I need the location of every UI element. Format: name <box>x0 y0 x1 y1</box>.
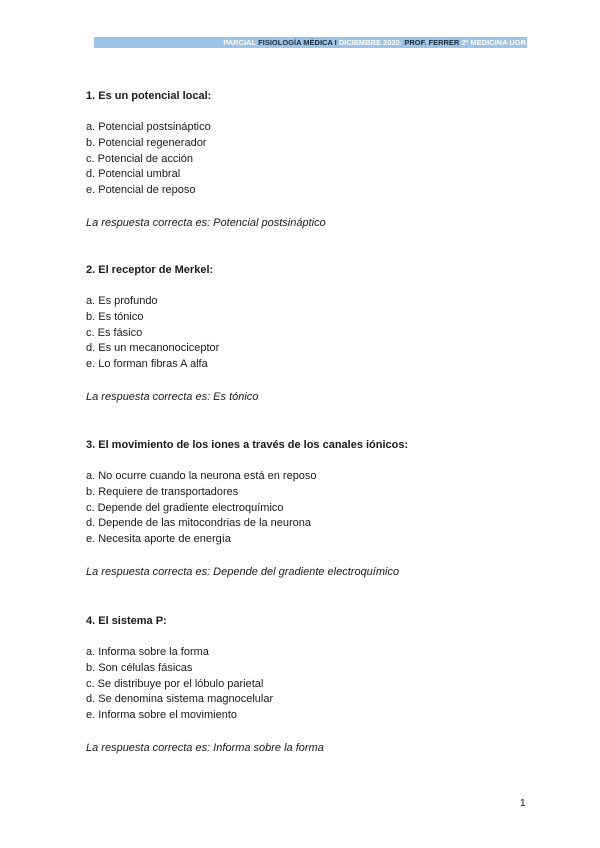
option-a: a. No ocurre cuando la neurona está en reposo <box>86 470 317 482</box>
correct-answer: La respuesta correcta es: Depende del gradiente electroquímico <box>86 565 400 578</box>
option-b: b. Es tónico <box>86 310 144 323</box>
question-1 <box>86 89 526 230</box>
option-b: b. Son células fásicas <box>86 661 193 674</box>
option-d: d. Se denomina sistema magnocelular <box>86 693 274 706</box>
question-title: 4. El sistema P: <box>86 615 167 627</box>
option-d: d. Potencial umbral <box>86 168 181 181</box>
option-d: d. Depende de las mitocondrias de la neurona <box>86 517 312 530</box>
question-3 <box>86 438 526 579</box>
option-e: e. Informa sobre el movimiento <box>86 709 238 722</box>
header-date: DICIEMBRE 2020- <box>338 38 403 47</box>
option-c: c. Potencial de acción <box>86 152 194 165</box>
option-a: a. Es profundo <box>86 295 158 307</box>
correct-answer: La respuesta correcta es: Potencial postsináptico <box>86 216 326 229</box>
option-b: b. Potencial regenerador <box>86 136 207 149</box>
header-subject: FISIOLOGÍA MÉDICA I <box>258 38 337 47</box>
correct-answer: La respuesta correcta es: Informa sobre la forma <box>86 741 324 754</box>
option-b: b. Requiere de transportadores <box>86 485 239 498</box>
option-e: e. Potencial de reposo <box>86 184 196 197</box>
option-c: c. Depende del gradiente electroquímico <box>86 501 284 514</box>
option-e: e. Lo forman fibras A alfa <box>86 358 208 371</box>
option-c: c. Se distribuye por el lóbulo parietal <box>86 677 264 690</box>
header-course: 2º MEDICINA UGR <box>461 38 526 47</box>
question-title: 2. El receptor de Merkel: <box>86 264 214 276</box>
option-d: d. Es un mecanonociceptor <box>86 342 220 355</box>
page-header-bar <box>94 37 527 48</box>
option-c: c. Es fásico <box>86 326 143 339</box>
header-parcial: PARCIAL <box>223 38 257 47</box>
option-a: a. Potencial postsináptico <box>86 121 211 133</box>
question-4 <box>86 614 526 755</box>
question-title: 1. Es un potencial local: <box>86 90 212 102</box>
option-a: a. Informa sobre la forma <box>86 646 209 658</box>
header-professor: PROF. FERRER <box>404 38 460 47</box>
page-number: 1 <box>520 798 526 809</box>
option-e: e. Necesita aporte de energía <box>86 533 231 546</box>
question-2 <box>86 263 526 404</box>
question-title: 3. El movimiento de los iones a través de los canales iónicos: <box>86 439 409 451</box>
correct-answer: La respuesta correcta es: Es tónico <box>86 390 259 403</box>
